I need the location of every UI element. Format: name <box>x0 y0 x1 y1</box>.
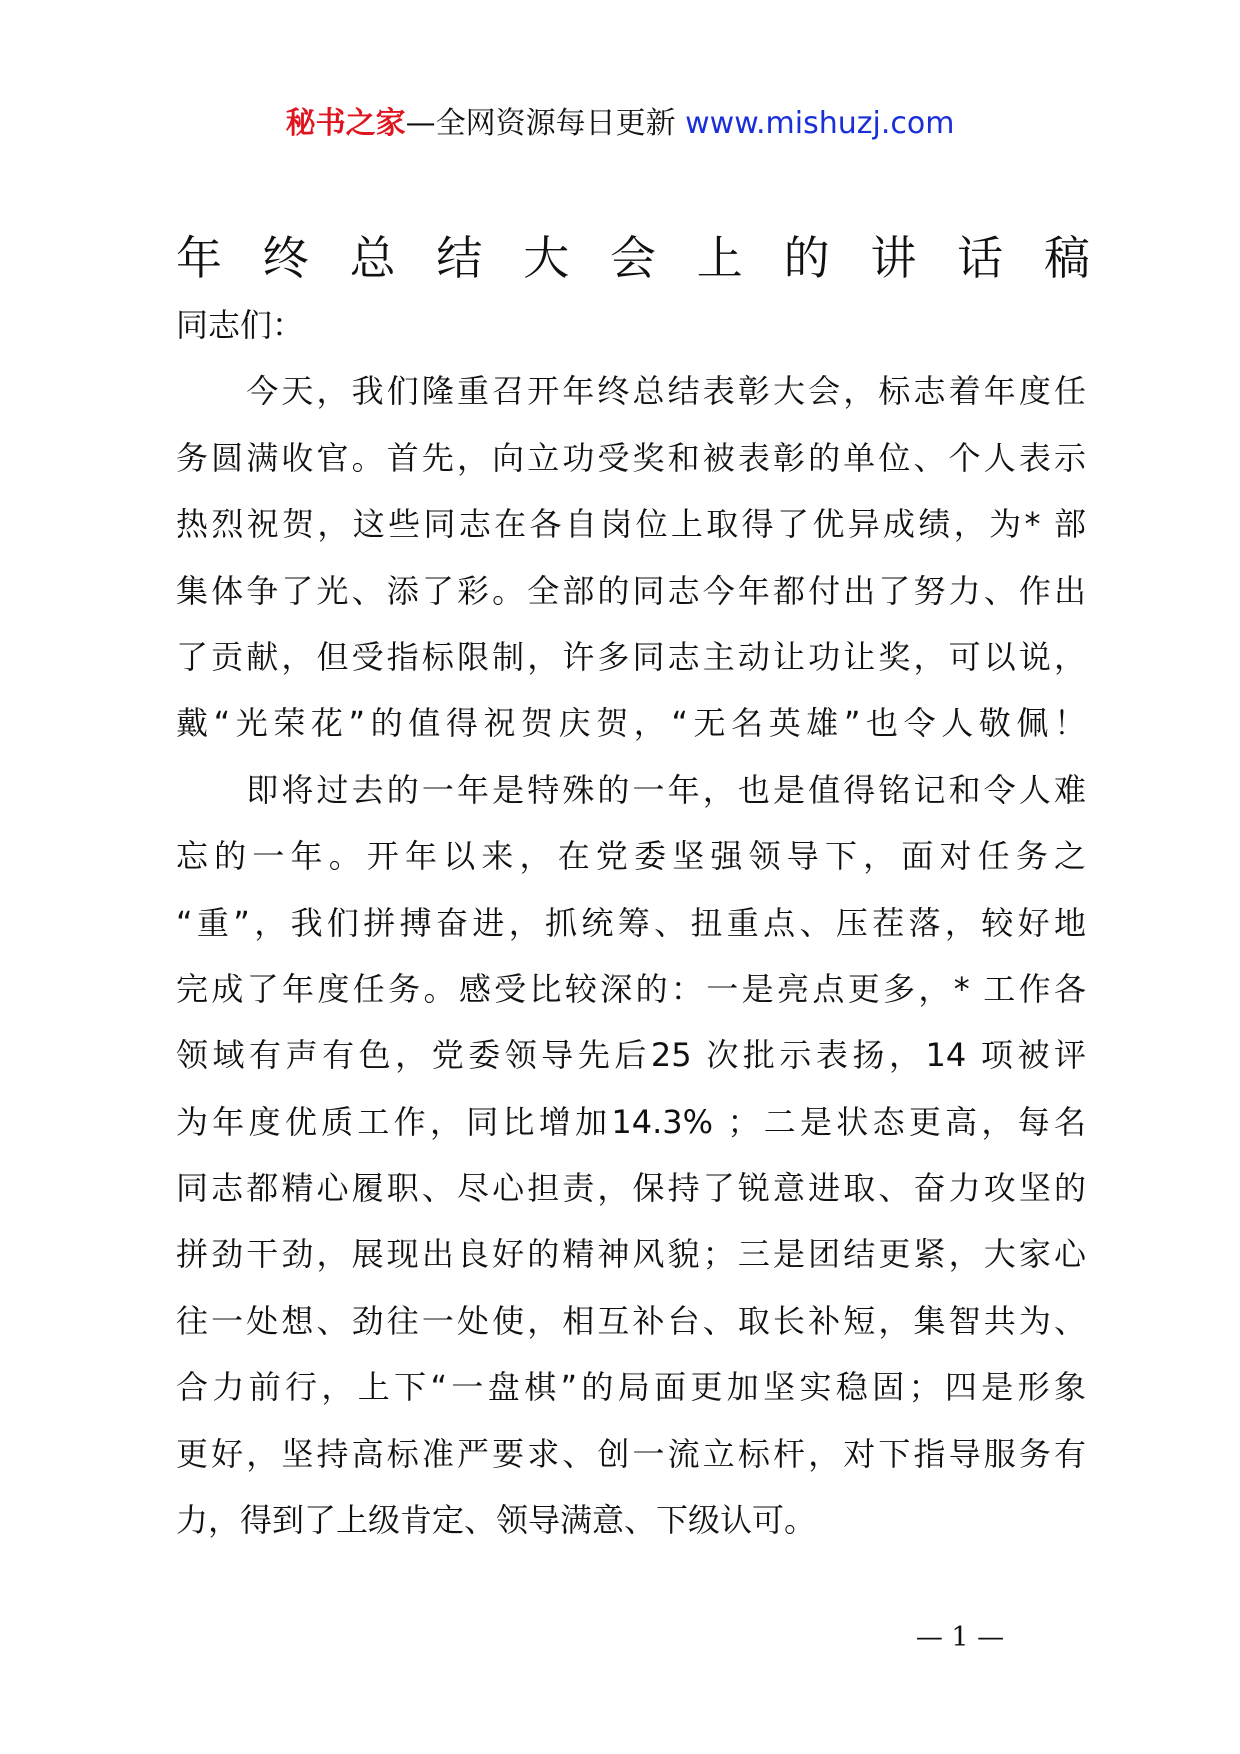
document-title <box>176 226 1090 290</box>
title-char: 会 <box>609 231 656 285</box>
body-line: 完成了年度任务。感受比较深的：一是亮点更多，* 工作各 <box>176 969 1086 1008</box>
body-line: 即将过去的一年是特殊的一年，也是值得铭记和令人难 <box>176 770 1086 809</box>
body-line: 戴“光荣花”的值得祝贺庆贺，“无名英雄”也令人敬佩！ <box>176 704 1086 743</box>
body-line: 领域有声有色，党委领导先后25 次批示表扬，14 项被评 <box>176 1036 1086 1075</box>
body-line: 务圆满收官。首先，向立功受奖和被表彰的单位、个人表示 <box>176 438 1086 477</box>
body-line: 集体争了光、添了彩。全部的同志今年都付出了努力、作出 <box>176 571 1086 610</box>
body-line: 合力前行，上下“一盘棋”的局面更加坚实稳固；四是形象 <box>176 1368 1086 1407</box>
document-body <box>176 292 1086 1553</box>
body-line: 更好，坚持高标准严要求、创一流立标杆，对下指导服务有 <box>176 1434 1086 1473</box>
salutation: 同志们： <box>176 306 305 344</box>
header-tagline: —全网资源每日更新 <box>405 106 676 141</box>
site-header <box>0 102 1240 146</box>
title-char: 稿 <box>1043 231 1090 285</box>
body-line: 忘的一年。开年以来，在党委坚强领导下，面对任务之 <box>176 837 1086 876</box>
website-link[interactable]: www.mishuzj.com <box>685 106 955 141</box>
title-char: 上 <box>696 231 743 285</box>
title-char: 结 <box>436 231 483 285</box>
body-line: 为年度优质工作，同比增加14.3% ；二是状态更高，每名 <box>176 1102 1086 1141</box>
title-char: 年 <box>176 231 222 285</box>
body-line-last: 力，得到了上级肯定、领导满意、下级认可。 <box>176 1501 817 1540</box>
body-line: 今天，我们隆重召开年终总结表彰大会，标志着年度任 <box>176 372 1086 411</box>
brand-name: 秘书之家 <box>285 106 406 141</box>
body-line: 往一处想、劲往一处使，相互补台、取长补短，集智共为、 <box>176 1301 1086 1340</box>
body-line: 热烈祝贺，这些同志在各自岗位上取得了优异成绩，为* 部 <box>176 505 1086 544</box>
title-char: 的 <box>783 231 830 285</box>
title-char: 大 <box>523 231 570 285</box>
page-number: — 1 — <box>915 1622 1005 1653</box>
title-char: 讲 <box>870 231 917 285</box>
body-line: 拼劲干劲，展现出良好的精神风貌；三是团结更紧，大家心 <box>176 1235 1086 1274</box>
title-char: 总 <box>349 231 396 285</box>
body-line: “重”，我们拼搏奋进，抓统筹、扭重点、压茬落，较好地 <box>176 903 1086 942</box>
title-char: 终 <box>262 231 309 285</box>
body-line: 了贡献，但受指标限制，许多同志主动让功让奖，可以说， <box>176 637 1086 676</box>
body-line: 同志都精心履职、尽心担责，保持了锐意进取、奋力攻坚的 <box>176 1169 1086 1208</box>
title-char: 话 <box>957 231 1004 285</box>
